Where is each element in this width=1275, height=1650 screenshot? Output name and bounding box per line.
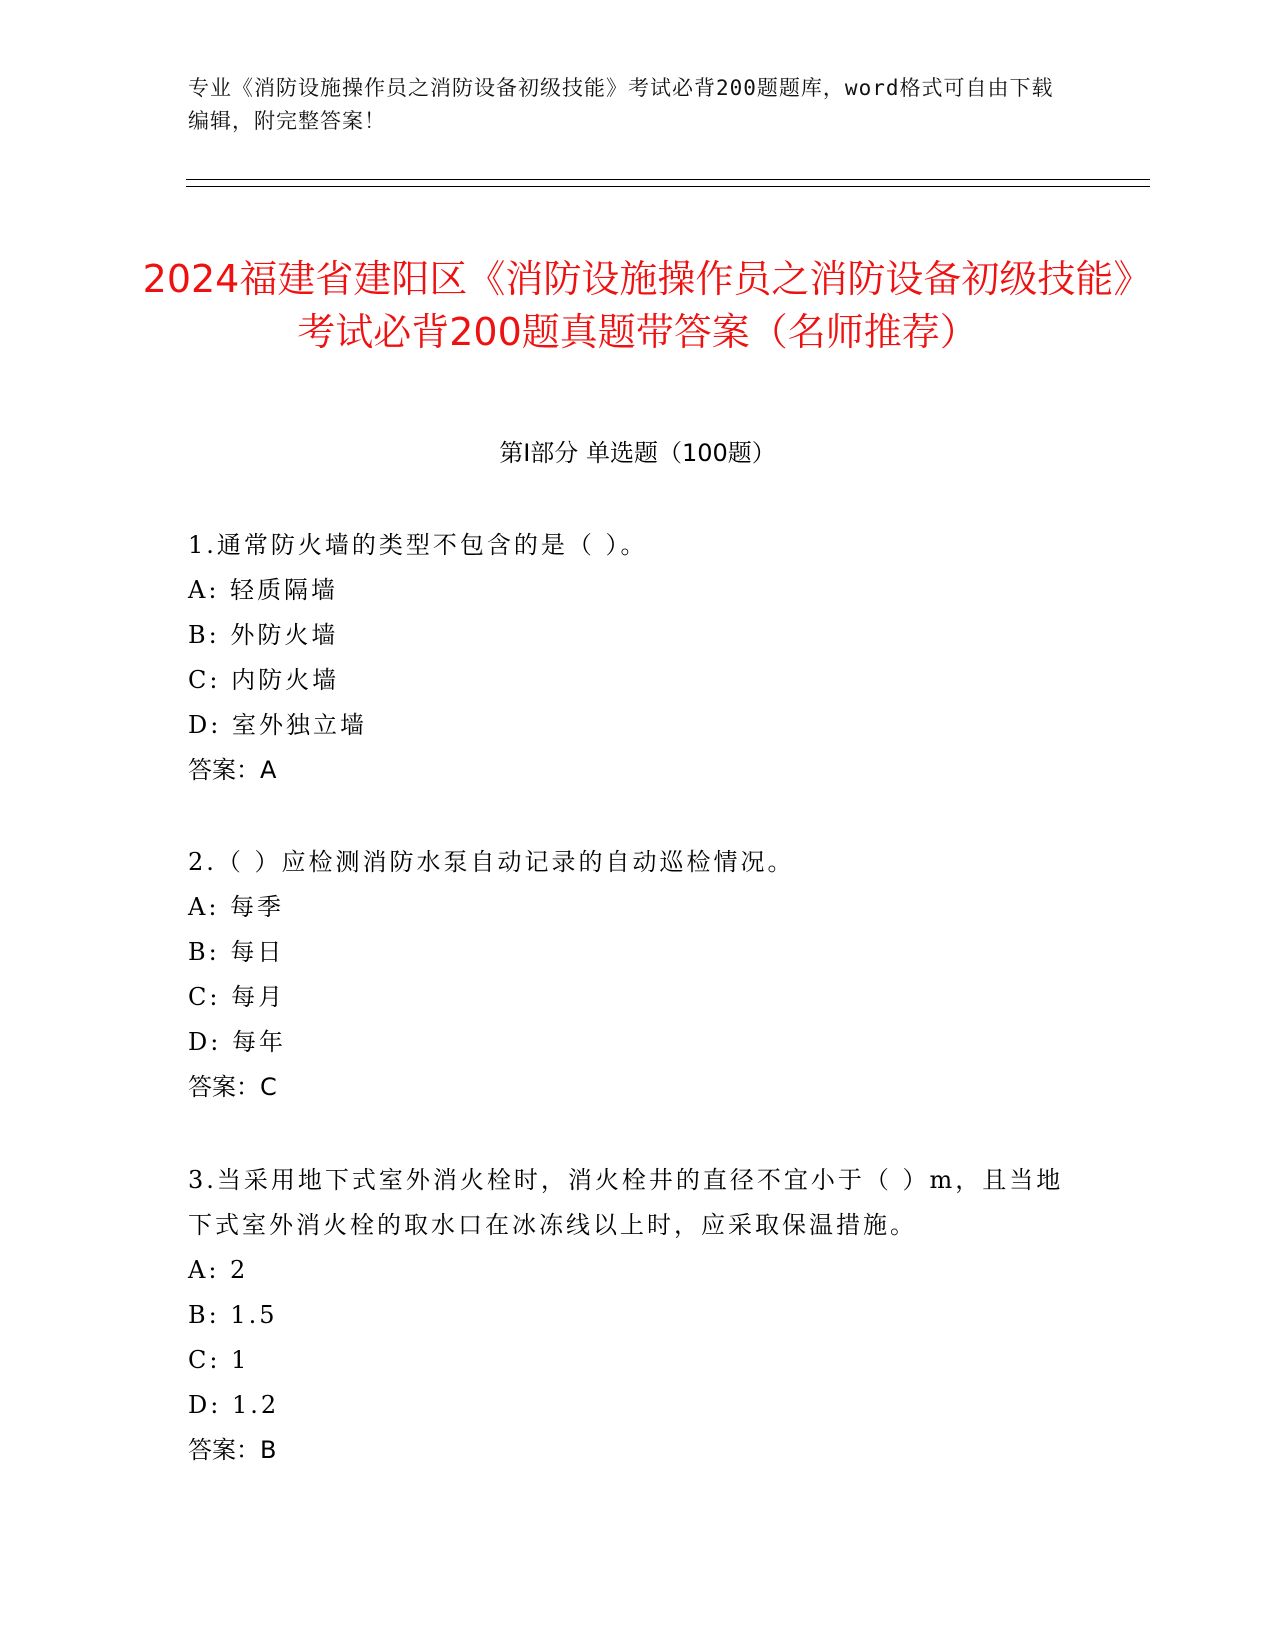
option-c: C: 每月 — [188, 983, 286, 1011]
header-note: 专业《消防设施操作员之消防设备初级技能》考试必背200题题库，word格式可自由下载编辑，附完整答案！ — [188, 76, 1054, 133]
header-divider-top — [186, 179, 1150, 180]
option-d: D: 室外独立墙 — [188, 711, 367, 739]
question-1 — [188, 523, 1088, 793]
option-c: C: 内防火墙 — [188, 666, 340, 694]
question-stem: 3.当采用地下式室外消火栓时，消火栓井的直径不宜小于（ ）m，且当地下式室外消火栓的取水口在冰冻线以上时，应采取保温措施。 — [188, 1166, 1064, 1239]
option-a: A: 轻质隔墙 — [188, 576, 339, 604]
question-2 — [188, 840, 1088, 1110]
answer: 答案：C — [188, 1073, 277, 1101]
question-3 — [188, 1158, 1088, 1473]
option-a: A: 每季 — [188, 893, 285, 921]
option-b: B: 外防火墙 — [188, 621, 339, 649]
answer: 答案：B — [188, 1436, 277, 1464]
question-stem: 1.通常防火墙的类型不包含的是（ ）。 — [188, 531, 648, 559]
answer: 答案：A — [188, 756, 277, 784]
document-title: 2024福建省建阳区《消防设施操作员之消防设备初级技能》考试必背200题真题带答案（名师推荐） — [142, 257, 1133, 355]
option-a: A: 2 — [188, 1256, 249, 1284]
option-c: C: 1 — [188, 1346, 250, 1374]
option-b: B: 1.5 — [188, 1301, 278, 1329]
question-stem: 2.（ ）应检测消防水泵自动记录的自动巡检情况。 — [188, 848, 795, 876]
section-heading: 第Ⅰ部分 单选题（100题） — [499, 439, 776, 467]
option-d: D: 每年 — [188, 1028, 286, 1056]
option-b: B: 每日 — [188, 938, 285, 966]
option-d: D: 1.2 — [188, 1391, 280, 1419]
header-divider-bottom — [186, 186, 1150, 187]
